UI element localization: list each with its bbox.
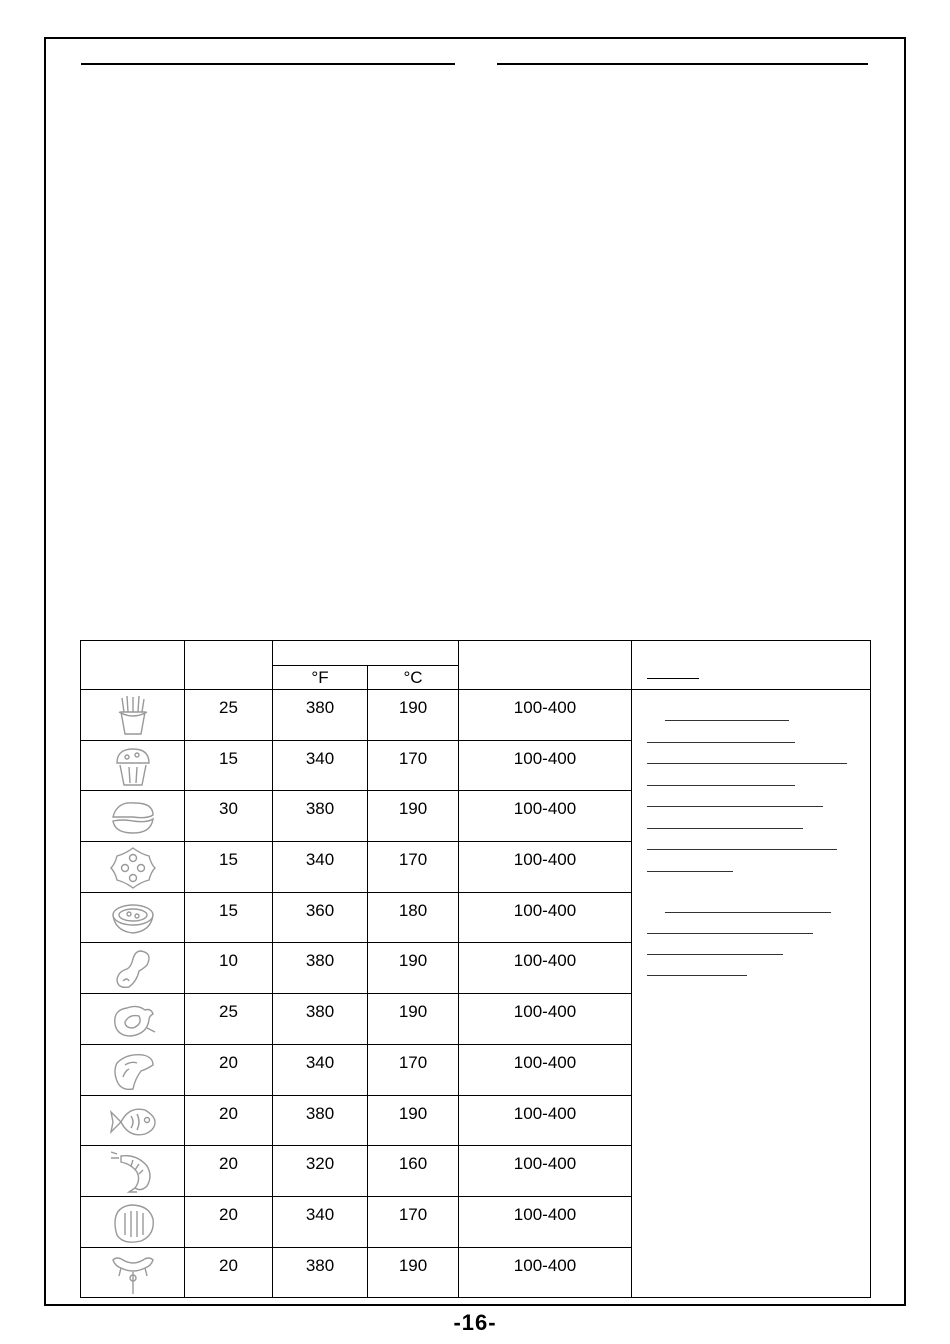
temp-c-cell: 190 [368,994,459,1045]
note-line [647,975,747,976]
temp-f-cell: 380 [273,791,368,842]
temp-f-cell: 340 [273,1196,368,1247]
temp-f-cell: 380 [273,943,368,994]
cookie-icon [81,842,185,893]
time-cell: 25 [185,994,273,1045]
temp-f-cell: 340 [273,1044,368,1095]
note-line [647,954,783,955]
steak-icon [81,791,185,842]
peanut-icon [81,943,185,994]
note-line [647,933,813,934]
header-temperature [273,641,459,666]
time-cell: 15 [185,892,273,943]
temp-c-cell: 170 [368,1196,459,1247]
note-line [665,912,831,913]
time-cell: 30 [185,791,273,842]
range-cell: 100-400 [459,740,632,791]
note-line [647,828,803,829]
left-column-rule [81,63,455,65]
temp-f-cell: 380 [273,690,368,741]
temp-f-cell: 380 [273,1247,368,1298]
fish-icon [81,1095,185,1146]
note-line [665,720,789,721]
header-food [81,641,185,690]
temp-c-cell: 190 [368,943,459,994]
fries-icon [81,690,185,741]
notes-header-line [647,678,699,679]
note-line [647,785,795,786]
skewer-icon [81,1247,185,1298]
range-cell: 100-400 [459,943,632,994]
time-cell: 25 [185,690,273,741]
note-line [647,763,847,764]
temp-c-cell: 170 [368,740,459,791]
temp-c-cell: 180 [368,892,459,943]
page-number: -16- [453,1310,497,1335]
range-cell: 100-400 [459,994,632,1045]
temp-c-cell: 190 [368,1095,459,1146]
header-celsius: °C [368,666,459,690]
header-range [459,641,632,690]
notes-column [632,690,871,1298]
range-cell: 100-400 [459,842,632,893]
range-cell: 100-400 [459,1044,632,1095]
time-cell: 20 [185,1247,273,1298]
temp-c-cell: 170 [368,1044,459,1095]
chicken-icon [81,994,185,1045]
note-line [647,871,733,872]
meat-icon [81,1044,185,1095]
right-column-rule [497,63,868,65]
range-cell: 100-400 [459,892,632,943]
range-cell: 100-400 [459,690,632,741]
header-time [185,641,273,690]
note-line [647,806,823,807]
header-fahrenheit: °F [273,666,368,690]
time-cell: 20 [185,1044,273,1095]
range-cell: 100-400 [459,1095,632,1146]
bacon-icon [81,1196,185,1247]
time-cell: 10 [185,943,273,994]
note-line [647,742,795,743]
table-row [81,690,871,741]
shrimp-icon [81,1146,185,1197]
temp-f-cell: 380 [273,1095,368,1146]
time-cell: 20 [185,1196,273,1247]
temp-c-cell: 170 [368,842,459,893]
temp-c-cell: 190 [368,690,459,741]
temp-f-cell: 380 [273,994,368,1045]
temp-f-cell: 340 [273,740,368,791]
time-cell: 15 [185,842,273,893]
range-cell: 100-400 [459,791,632,842]
cooking-table [80,640,871,1298]
header-notes [632,641,871,690]
temp-c-cell: 190 [368,791,459,842]
time-cell: 15 [185,740,273,791]
temp-c-cell: 160 [368,1146,459,1197]
temp-f-cell: 340 [273,842,368,893]
temp-c-cell: 190 [368,1247,459,1298]
note-line [647,849,837,850]
range-cell: 100-400 [459,1196,632,1247]
pizza-icon [81,892,185,943]
temp-f-cell: 360 [273,892,368,943]
cupcake-icon [81,740,185,791]
range-cell: 100-400 [459,1247,632,1298]
time-cell: 20 [185,1146,273,1197]
time-cell: 20 [185,1095,273,1146]
temp-f-cell: 320 [273,1146,368,1197]
range-cell: 100-400 [459,1146,632,1197]
